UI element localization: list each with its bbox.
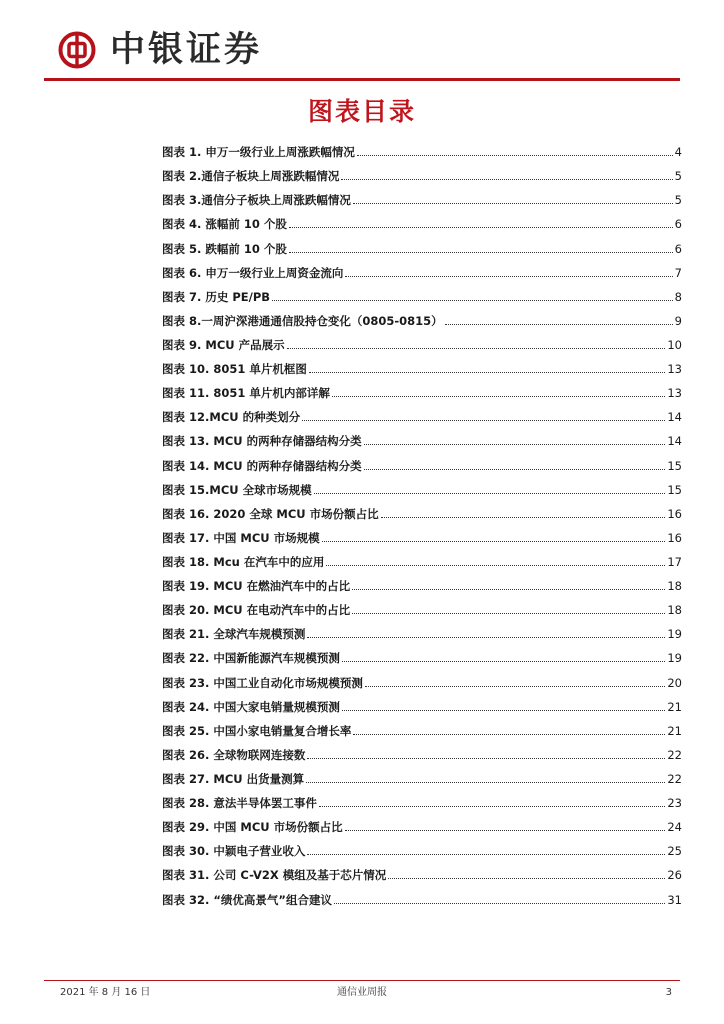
toc-entry-page[interactable]: 16 — [667, 530, 682, 545]
toc-entry-page[interactable]: 22 — [667, 747, 682, 762]
toc-dot-leader — [342, 661, 665, 662]
page-header — [0, 0, 724, 84]
toc-entry-label[interactable]: 图表 10. 8051 单片机框图 — [162, 362, 307, 377]
toc-entry-label[interactable]: 图表 2.通信子板块上周涨跌幅情况 — [162, 169, 340, 184]
toc-entry-label[interactable]: 图表 28. 意法半导体罢工事件 — [162, 796, 317, 811]
toc-entry-label[interactable]: 图表 21. 全球汽车规模预测 — [162, 627, 306, 642]
table-of-figures — [162, 135, 682, 907]
toc-entry[interactable] — [162, 858, 682, 882]
toc-entry-label[interactable]: 图表 9. MCU 产品展示 — [162, 337, 285, 352]
page-title: 图表目录 — [307, 97, 416, 126]
toc-dot-leader — [353, 734, 665, 735]
toc-entry-label[interactable]: 图表 15.MCU 全球市场规模 — [162, 482, 312, 497]
toc-dot-leader — [365, 686, 665, 687]
toc-entry-page[interactable]: 10 — [667, 337, 682, 352]
toc-dot-leader — [306, 782, 665, 783]
toc-entry-label[interactable]: 图表 20. MCU 在电动汽车中的占比 — [162, 603, 351, 618]
toc-dot-leader — [364, 469, 666, 470]
toc-entry[interactable] — [162, 183, 682, 207]
toc-dot-leader — [341, 179, 672, 180]
toc-entry-page[interactable]: 22 — [667, 771, 682, 786]
toc-entry-page[interactable]: 25 — [667, 844, 682, 859]
toc-entry-page[interactable]: 17 — [667, 554, 682, 569]
toc-entry[interactable] — [162, 304, 682, 328]
toc-entry-page[interactable]: 21 — [667, 723, 682, 738]
toc-entry-label[interactable]: 图表 1. 申万一级行业上周涨跌幅情况 — [162, 145, 355, 160]
toc-entry[interactable] — [162, 545, 682, 569]
toc-entry-label[interactable]: 图表 31. 公司 C-V2X 模组及基于芯片情况 — [162, 868, 387, 883]
toc-entry-page[interactable]: 4 — [674, 145, 682, 160]
toc-dot-leader — [353, 203, 673, 204]
toc-entry-page[interactable]: 16 — [667, 506, 682, 521]
toc-dot-leader — [322, 541, 666, 542]
toc-entry-page[interactable]: 13 — [667, 386, 682, 401]
toc-entry[interactable] — [162, 280, 682, 304]
toc-entry-page[interactable]: 9 — [674, 313, 682, 328]
toc-entry[interactable] — [162, 665, 682, 689]
brand-name: 中银证券 — [110, 30, 263, 70]
toc-entry[interactable] — [162, 135, 682, 159]
toc-entry[interactable] — [162, 231, 682, 255]
toc-entry-label[interactable]: 图表 27. MCU 出货量测算 — [162, 771, 305, 786]
footer-page-number: 3 — [665, 987, 672, 998]
toc-entry-label[interactable]: 图表 16. 2020 全球 MCU 市场份额占比 — [162, 506, 379, 521]
toc-entry[interactable] — [162, 714, 682, 738]
toc-entry[interactable] — [162, 497, 682, 521]
toc-entry-label[interactable]: 图表 30. 中颖电子营业收入 — [162, 844, 306, 859]
toc-entry-label[interactable]: 图表 14. MCU 的两种存储器结构分类 — [162, 458, 362, 473]
toc-entry-page[interactable]: 14 — [667, 434, 682, 449]
toc-dot-leader — [289, 252, 673, 253]
toc-entry-page[interactable]: 6 — [674, 241, 682, 256]
toc-entry-label[interactable]: 图表 18. Mcu 在汽车中的应用 — [162, 554, 325, 569]
toc-entry-page[interactable]: 15 — [667, 482, 682, 497]
toc-entry-page[interactable]: 21 — [667, 699, 682, 714]
toc-dot-leader — [357, 155, 673, 156]
toc-entry[interactable] — [162, 256, 682, 280]
toc-entry-page[interactable]: 19 — [667, 627, 682, 642]
toc-entry[interactable] — [162, 882, 682, 906]
toc-dot-leader — [381, 517, 666, 518]
toc-entry-label[interactable]: 图表 4. 涨幅前 10 个股 — [162, 217, 287, 232]
toc-dot-leader — [307, 758, 665, 759]
toc-entry-label[interactable]: 图表 12.MCU 的种类划分 — [162, 410, 301, 425]
toc-entry[interactable] — [162, 400, 682, 424]
toc-dot-leader — [289, 227, 673, 228]
toc-entry[interactable] — [162, 352, 682, 376]
toc-dot-leader — [302, 420, 665, 421]
toc-entry-page[interactable]: 6 — [674, 217, 682, 232]
toc-dot-leader — [342, 710, 665, 711]
toc-dot-leader — [314, 493, 666, 494]
toc-dot-leader — [345, 830, 666, 831]
toc-entry[interactable] — [162, 328, 682, 352]
toc-entry[interactable] — [162, 424, 682, 448]
toc-entry-page[interactable]: 18 — [667, 579, 682, 594]
toc-entry[interactable] — [162, 521, 682, 545]
toc-entry-page[interactable]: 26 — [667, 868, 682, 883]
toc-dot-leader — [307, 854, 665, 855]
toc-entry-label[interactable]: 图表 3.通信分子板块上周涨跌幅情况 — [162, 193, 351, 208]
toc-entry-label[interactable]: 图表 5. 跌幅前 10 个股 — [162, 241, 287, 256]
toc-entry[interactable] — [162, 762, 682, 786]
toc-entry[interactable] — [162, 641, 682, 665]
toc-entry-page[interactable]: 24 — [667, 820, 682, 835]
toc-entry-label[interactable]: 图表 17. 中国 MCU 市场规模 — [162, 530, 320, 545]
toc-entry[interactable] — [162, 738, 682, 762]
toc-entry-page[interactable]: 13 — [667, 362, 682, 377]
toc-dot-leader — [352, 613, 665, 614]
toc-entry[interactable] — [162, 690, 682, 714]
toc-entry-label[interactable]: 图表 32. “绩优高景气”组合建议 — [162, 892, 332, 907]
toc-entry-label[interactable]: 图表 11. 8051 单片机内部详解 — [162, 386, 330, 401]
toc-entry-page[interactable]: 8 — [674, 289, 682, 304]
toc-dot-leader — [319, 806, 665, 807]
toc-dot-leader — [326, 565, 665, 566]
toc-entry-page[interactable]: 20 — [667, 675, 682, 690]
toc-dot-leader — [364, 444, 666, 445]
toc-entry[interactable] — [162, 159, 682, 183]
toc-dot-leader — [309, 372, 665, 373]
toc-dot-leader — [345, 276, 672, 277]
toc-entry-page[interactable]: 7 — [674, 265, 682, 280]
toc-dot-leader — [352, 589, 665, 590]
header-divider — [44, 78, 680, 81]
toc-entry[interactable] — [162, 810, 682, 834]
toc-entry-page[interactable]: 5 — [674, 193, 682, 208]
toc-dot-leader — [272, 300, 673, 301]
toc-entry-label[interactable]: 图表 22. 中国新能源汽车规模预测 — [162, 651, 340, 666]
toc-entry[interactable] — [162, 834, 682, 858]
toc-entry-label[interactable]: 图表 13. MCU 的两种存储器结构分类 — [162, 434, 362, 449]
toc-entry-label[interactable]: 图表 25. 中国小家电销量复合增长率 — [162, 723, 352, 738]
toc-entry-label[interactable]: 图表 7. 历史 PE/PB — [162, 289, 271, 304]
toc-entry-label[interactable]: 图表 24. 中国大家电销量规模预测 — [162, 699, 340, 714]
toc-dot-leader — [334, 903, 665, 904]
toc-entry[interactable] — [162, 593, 682, 617]
toc-entry-label[interactable]: 图表 6. 申万一级行业上周资金流向 — [162, 265, 344, 280]
toc-entry-label[interactable]: 图表 19. MCU 在燃油汽车中的占比 — [162, 579, 351, 594]
toc-dot-leader — [388, 878, 665, 879]
toc-entry[interactable] — [162, 207, 682, 231]
toc-entry-page[interactable]: 14 — [667, 410, 682, 425]
toc-entry[interactable] — [162, 617, 682, 641]
toc-entry-page[interactable]: 15 — [667, 458, 682, 473]
toc-entry[interactable] — [162, 473, 682, 497]
toc-entry-page[interactable]: 31 — [667, 892, 682, 907]
toc-entry[interactable] — [162, 448, 682, 472]
bank-of-china-logo-icon — [58, 31, 96, 69]
toc-dot-leader — [332, 396, 665, 397]
footer-divider — [44, 980, 680, 981]
toc-entry-page[interactable]: 19 — [667, 651, 682, 666]
footer-report-type: 通信业周报 — [337, 987, 387, 998]
toc-dot-leader — [445, 324, 673, 325]
toc-dot-leader — [307, 637, 665, 638]
toc-entry-label[interactable]: 图表 26. 全球物联网连接数 — [162, 747, 306, 762]
toc-dot-leader — [287, 348, 666, 349]
toc-entry-label[interactable]: 图表 8.一周沪深港通通信股持仓变化（0805-0815） — [162, 313, 443, 328]
toc-entry-page[interactable]: 23 — [667, 796, 682, 811]
toc-entry-label[interactable]: 图表 23. 中国工业自动化市场规模预测 — [162, 675, 363, 690]
toc-entry-label[interactable]: 图表 29. 中国 MCU 市场份额占比 — [162, 820, 343, 835]
footer-date: 2021 年 8 月 16 日 — [60, 987, 151, 998]
toc-entry-page[interactable]: 18 — [667, 603, 682, 618]
toc-entry[interactable] — [162, 376, 682, 400]
toc-entry-page[interactable]: 5 — [674, 169, 682, 184]
toc-entry[interactable] — [162, 569, 682, 593]
toc-entry[interactable] — [162, 786, 682, 810]
